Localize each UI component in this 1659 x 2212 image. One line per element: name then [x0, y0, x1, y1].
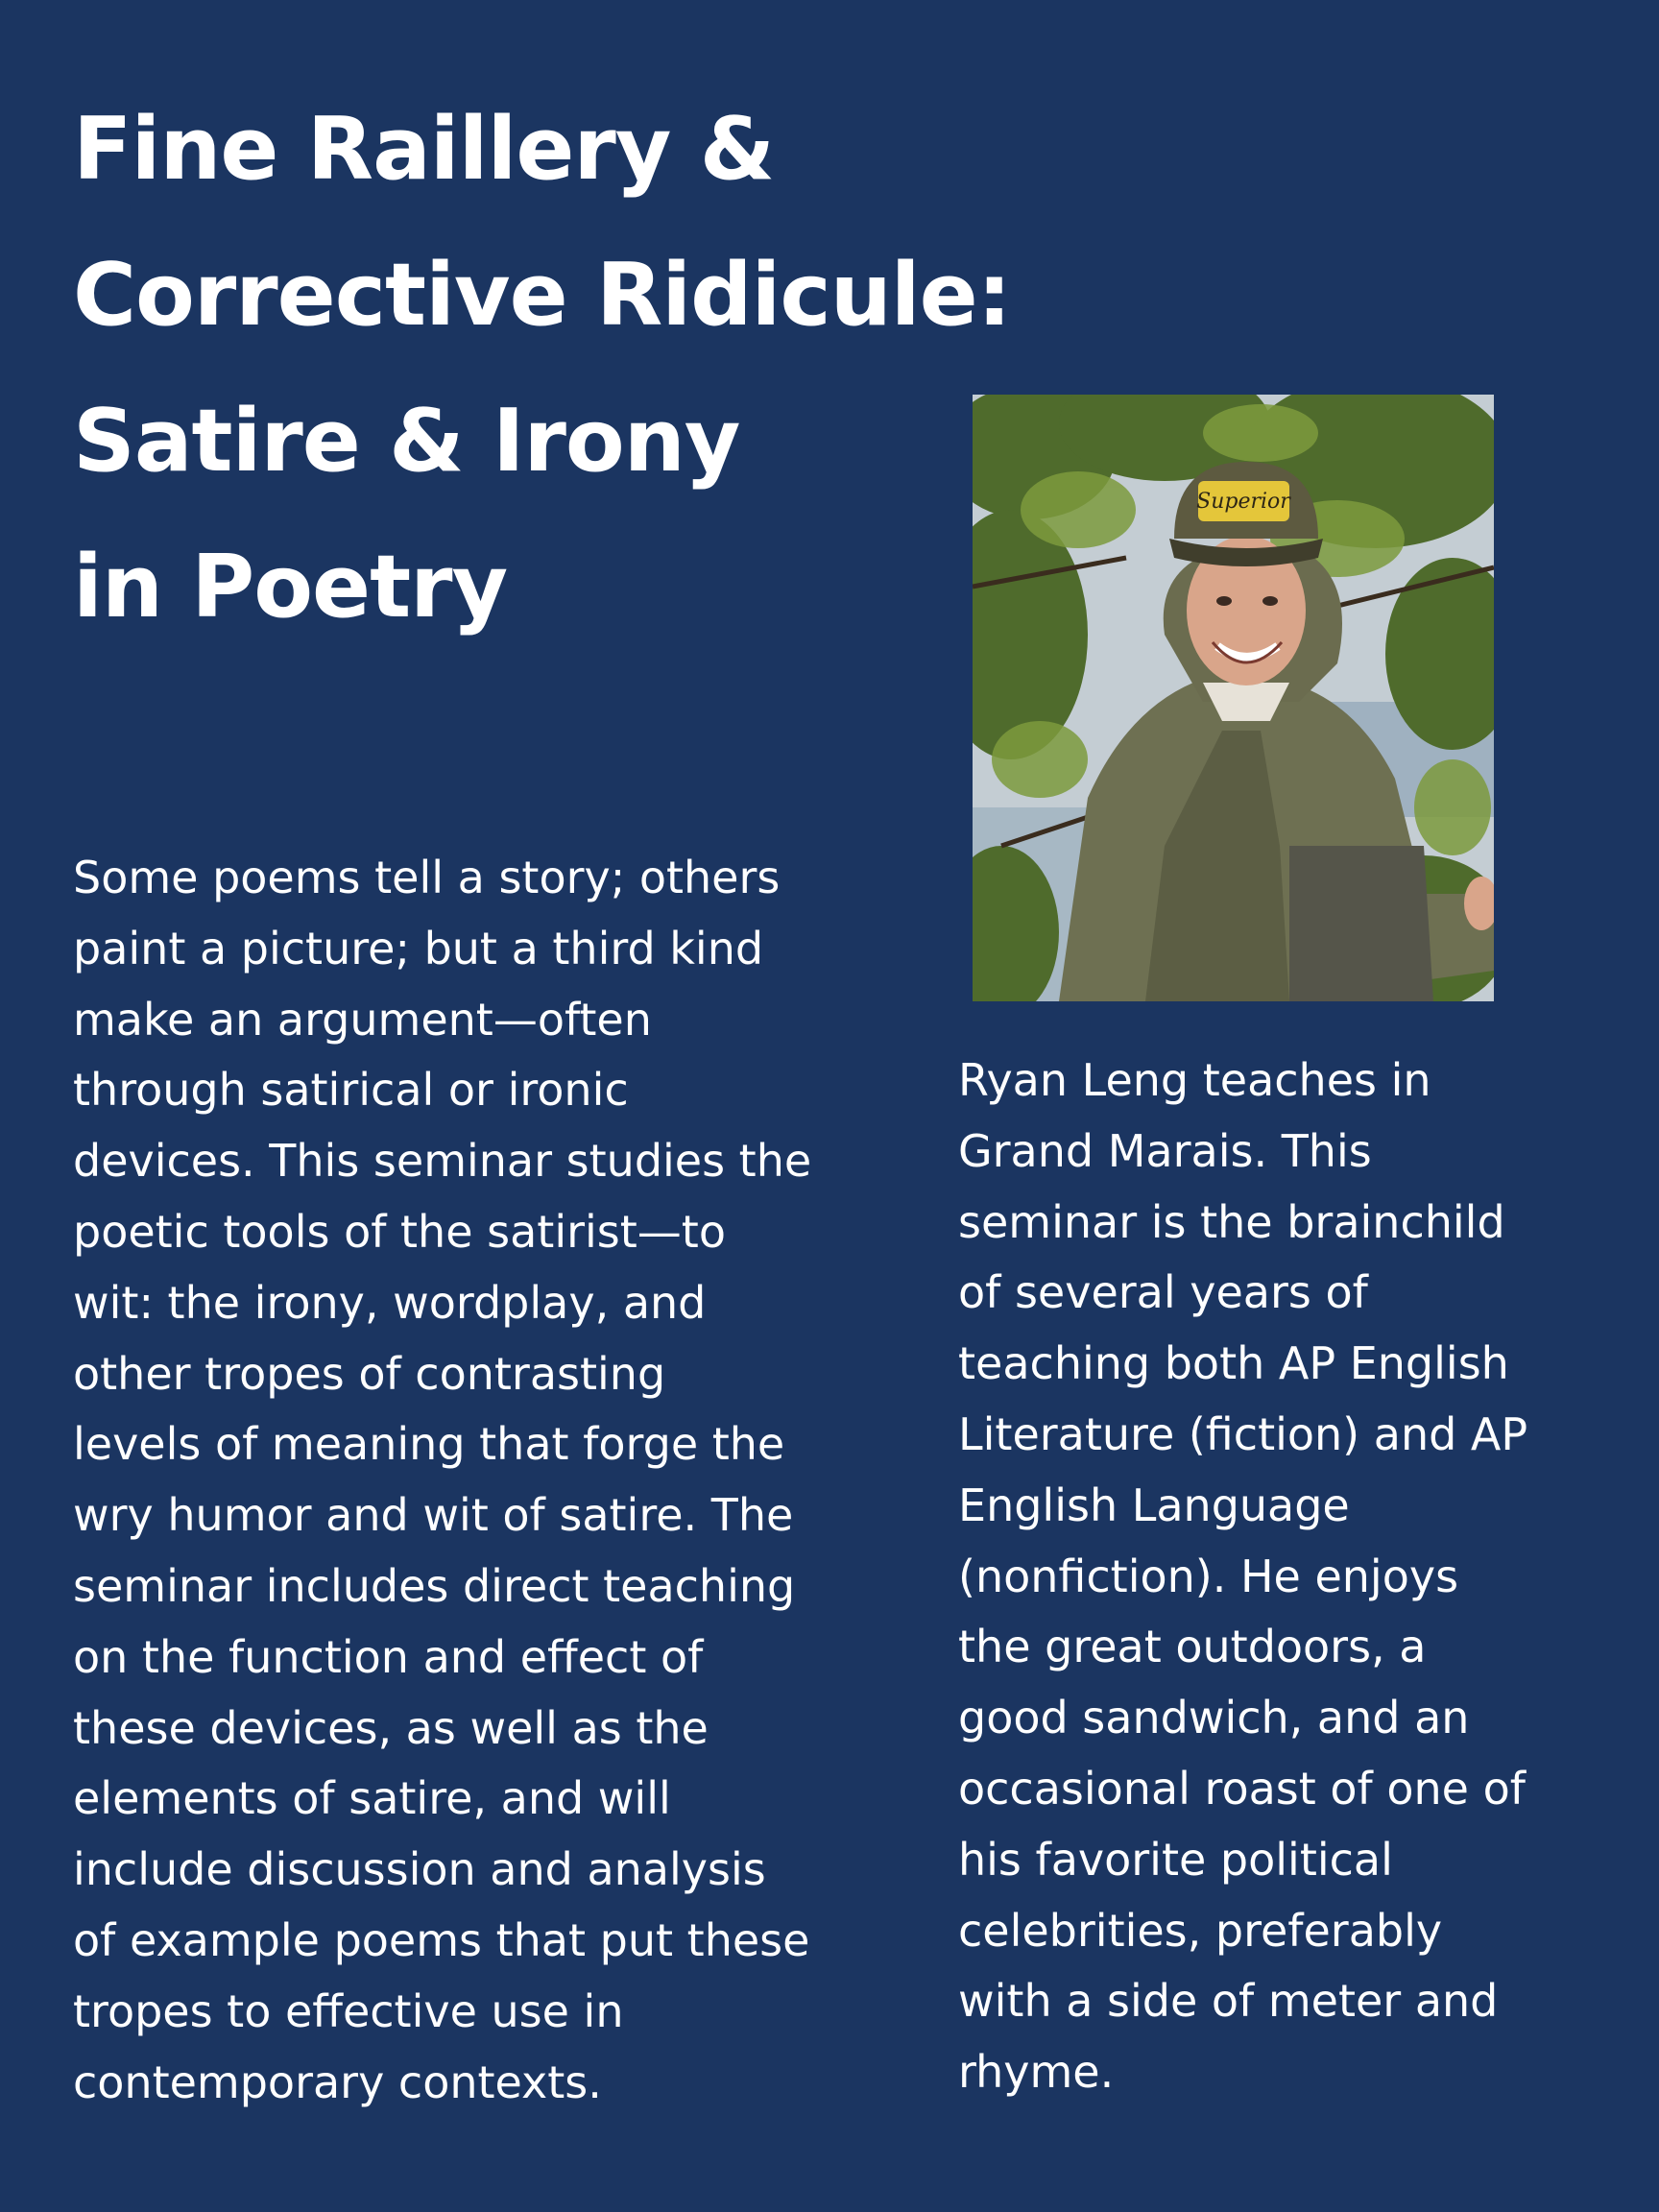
- instructor-bio: [958, 1046, 1630, 2108]
- bio-line: Literature (fiction) and AP: [958, 1407, 1528, 1460]
- description-line: Some poems tell a story; others: [73, 852, 781, 903]
- description-line: through satirical or ironic: [73, 1064, 629, 1117]
- bio-line: Ryan Leng teaches in: [958, 1054, 1431, 1106]
- bio-line: with a side of meter and: [958, 1975, 1499, 2028]
- title-line: Fine Raillery &: [73, 99, 775, 200]
- bio-line: seminar is the brainchild: [958, 1195, 1505, 1248]
- description-line: wit: the irony, wordplay, and: [73, 1276, 707, 1329]
- bio-line: occasional roast of one of: [958, 1762, 1526, 1815]
- title-line: Corrective Ridicule:: [73, 245, 1011, 346]
- description-line: these devices, as well as the: [73, 1701, 709, 1754]
- bio-line: celebrities, preferably: [958, 1904, 1443, 1957]
- title-line: in Poetry: [73, 537, 508, 637]
- description-line: devices. This seminar studies the: [73, 1135, 812, 1188]
- bio-line: of several years of: [958, 1266, 1368, 1319]
- description-line: levels of meaning that forge the: [73, 1418, 785, 1471]
- instructor-photo: [973, 395, 1494, 1001]
- description-line: make an argument—often: [73, 993, 652, 1046]
- bio-line: English Language: [958, 1479, 1350, 1531]
- bio-line: his favorite political: [958, 1833, 1393, 1886]
- description-line: seminar includes direct teaching: [73, 1559, 796, 1612]
- bio-line: the great outdoors, a: [958, 1621, 1427, 1673]
- description-line: contemporary contexts.: [73, 2056, 602, 2108]
- description-line: include discussion and analysis: [73, 1843, 766, 1896]
- description-line: wry humor and wit of satire. The: [73, 1489, 794, 1542]
- bio-line: (nonfiction). He enjoys: [958, 1550, 1459, 1602]
- cap-logo-text: Superior: [1196, 490, 1290, 514]
- seminar-description: [73, 843, 899, 2118]
- description-line: of example poems that put these: [73, 1913, 810, 1966]
- description-line: poetic tools of the satirist—to: [73, 1205, 726, 1258]
- description-line: tropes to effective use in: [73, 1984, 624, 2037]
- description-line: elements of satire, and will: [73, 1772, 671, 1825]
- bio-line: rhyme.: [958, 2046, 1115, 2099]
- description-line: other tropes of contrasting: [73, 1347, 666, 1400]
- seminar-title: [73, 77, 1011, 661]
- bio-line: teaching both AP English: [958, 1337, 1509, 1390]
- title-line: Satire & Irony: [73, 391, 740, 492]
- description-line: on the function and effect of: [73, 1630, 704, 1683]
- description-line: paint a picture; but a third kind: [73, 922, 764, 974]
- bio-line: good sandwich, and an: [958, 1692, 1470, 1744]
- bio-line: Grand Marais. This: [958, 1124, 1372, 1177]
